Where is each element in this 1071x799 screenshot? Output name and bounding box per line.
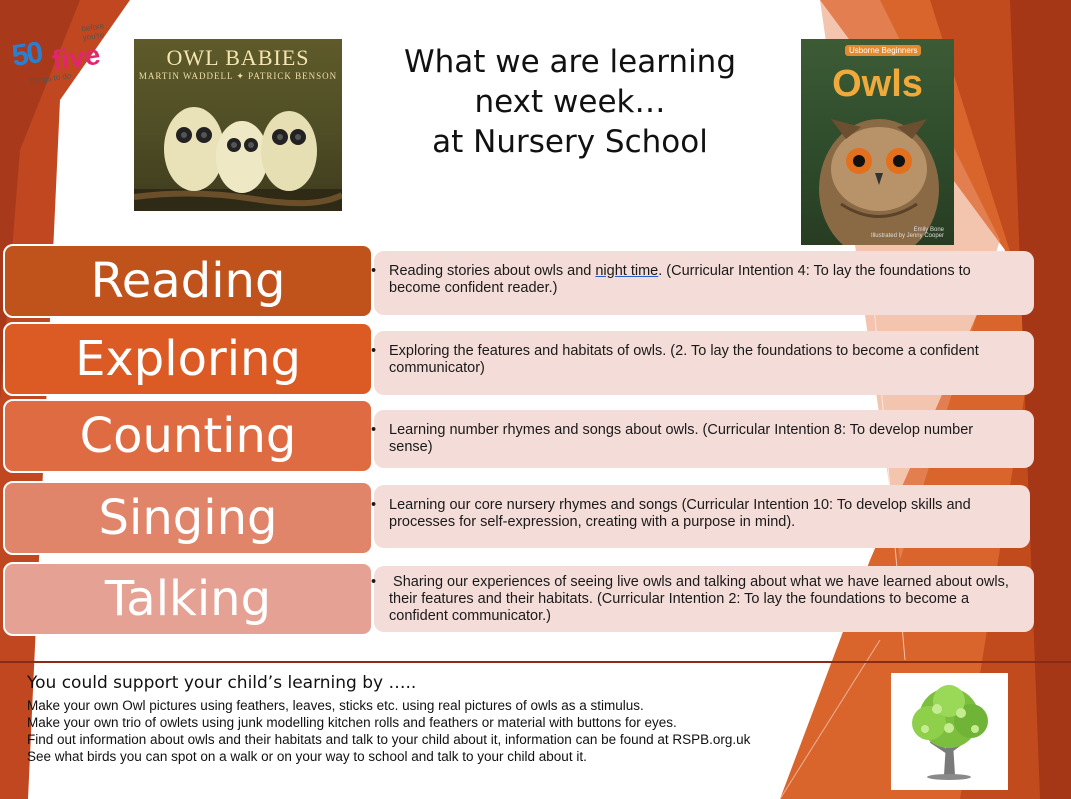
book-title: OWL BABIES bbox=[166, 45, 310, 70]
logo-tagline-top: before you're bbox=[80, 21, 105, 43]
book-illustrator: Illustrated by Jenny Cooper bbox=[870, 233, 944, 239]
row-desc-singing bbox=[371, 485, 1030, 548]
row-label-reading bbox=[3, 244, 373, 318]
logo-word: five bbox=[50, 38, 103, 77]
desc-text: Learning our core nursery rhymes and songs (Curricular Intention 10: To develop skills and processes for self-expression, creating with a purpose in mind). bbox=[389, 497, 971, 530]
book-publisher: Usborne Beginners bbox=[845, 45, 921, 56]
row-desc-reading bbox=[371, 251, 1034, 315]
row-label-text: Talking bbox=[104, 571, 272, 627]
logo-tagline-bottom: things to do bbox=[29, 71, 72, 86]
row-label-talking bbox=[3, 562, 373, 636]
tree-icon bbox=[891, 673, 1008, 790]
row-label-text: Exploring bbox=[75, 331, 301, 387]
title-line-3: at Nursery School bbox=[432, 124, 708, 160]
row-label-text: Reading bbox=[90, 253, 286, 309]
desc-text: Sharing our experiences of seeing live owls and talking about what we have learned about owls, their features and their habitats. (Curricular Intention 2: To lay the foundations to become a confident communicator.) bbox=[389, 574, 1009, 624]
bullet-icon: • bbox=[371, 574, 377, 590]
row-desc-exploring bbox=[371, 331, 1034, 395]
desc-text: Exploring the features and habitats of owls. (2. To lay the foundations to become a confident communicator) bbox=[389, 343, 979, 376]
desc-text: Learning number rhymes and songs about owls. (Curricular Intention 8: To develop number sense) bbox=[389, 422, 974, 455]
bullet-icon: • bbox=[371, 497, 377, 513]
support-heading: You could support your child’s learning by ….. bbox=[27, 673, 417, 693]
page-title bbox=[375, 42, 765, 162]
row-label-text: Singing bbox=[98, 490, 278, 546]
book-title: Owls bbox=[832, 63, 923, 105]
owl-babies-book-cover bbox=[134, 39, 342, 211]
support-line: Make your own Owl pictures using feathers, leaves, sticks etc. using real pictures of owls as a stimulus. bbox=[27, 698, 644, 713]
owls-book-cover bbox=[801, 39, 954, 245]
row-label-singing bbox=[3, 481, 373, 555]
owlets-illustration bbox=[134, 39, 342, 211]
support-section bbox=[27, 673, 807, 765]
desc-text-post: . (Curricular Intention 4: To lay the foundations to become confident reader.) bbox=[389, 263, 971, 296]
logo-number: 50 bbox=[9, 36, 44, 73]
desc-text-underlined: night time bbox=[595, 263, 659, 279]
row-label-counting bbox=[3, 399, 373, 473]
book-author: Emily Bone bbox=[913, 227, 944, 233]
book-credits bbox=[871, 227, 944, 239]
row-desc-talking bbox=[371, 566, 1034, 632]
support-line: See what birds you can spot on a walk or on your way to school and talk to your child about it. bbox=[27, 749, 587, 764]
footer-divider bbox=[0, 661, 1071, 663]
row-desc-counting bbox=[371, 410, 1034, 468]
bullet-icon: • bbox=[371, 263, 377, 279]
bullet-icon: • bbox=[371, 343, 377, 359]
tree-logo bbox=[891, 673, 1008, 790]
row-label-exploring bbox=[3, 322, 373, 396]
desc-text-pre: Reading stories about owls and bbox=[389, 263, 596, 279]
row-label-text: Counting bbox=[79, 408, 297, 464]
book-authors: MARTIN WADDELL ✦ PATRICK BENSON bbox=[138, 71, 338, 81]
support-line: Find out information about owls and their habitats and talk to your child about it, information can be found at RSPB.org.uk bbox=[27, 732, 751, 747]
support-line: Make your own trio of owlets using junk modelling kitchen rolls and feathers or material with buttons for eyes. bbox=[27, 715, 677, 730]
title-line-2: next week… bbox=[474, 84, 666, 120]
bullet-icon: • bbox=[371, 422, 377, 438]
title-line-1: What we are learning bbox=[403, 44, 737, 80]
fifty-things-logo bbox=[9, 20, 116, 86]
